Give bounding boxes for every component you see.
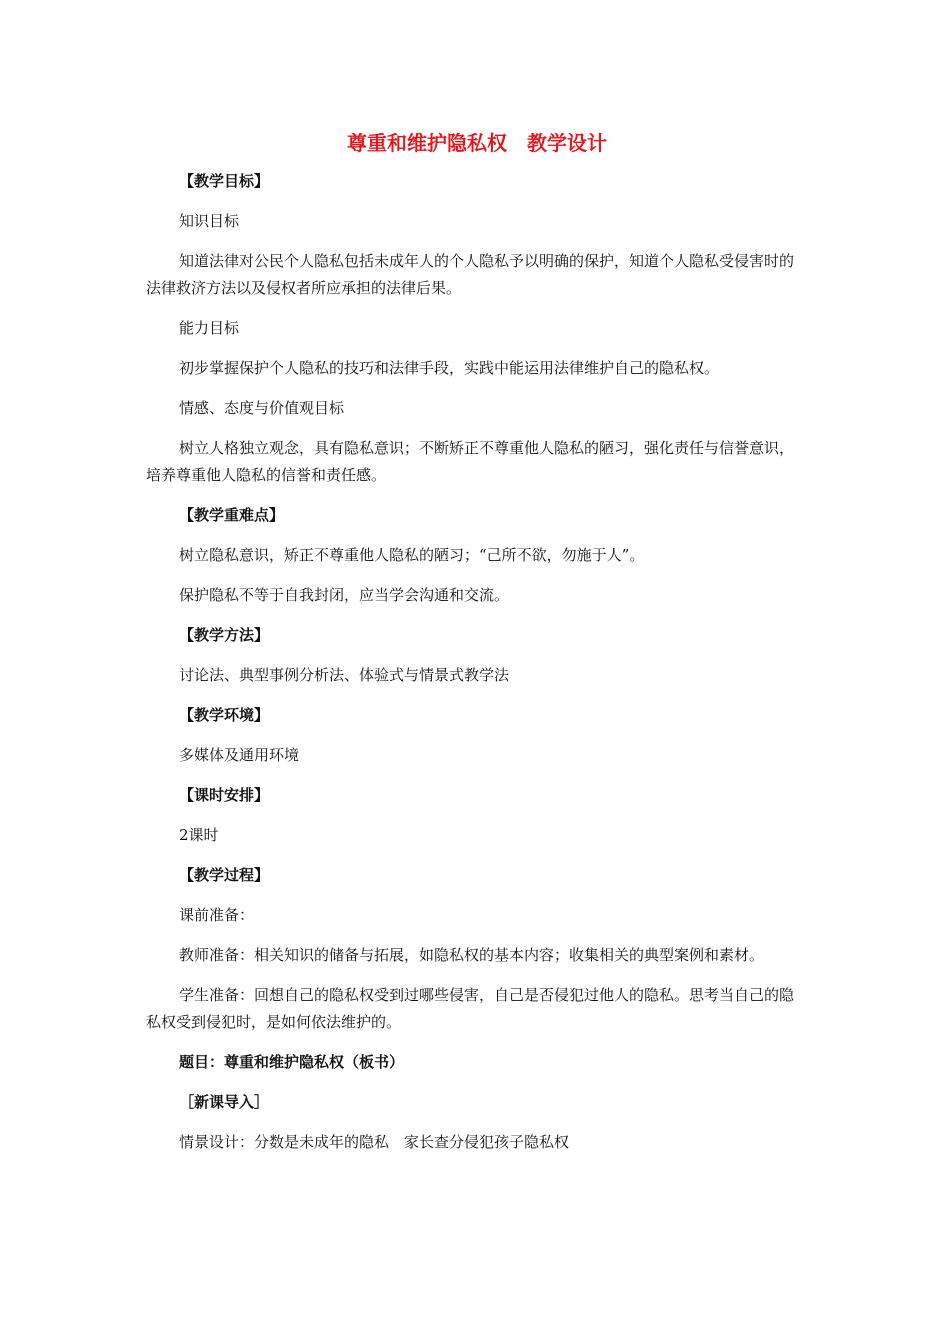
ability-goal-text: 初步掌握保护个人隐私的技巧和法律手段，实践中能运用法律维护自己的隐私权。 xyxy=(179,359,720,377)
knowledge-goal-label: 知识目标 xyxy=(179,212,240,230)
intro-heading: ［新课导入］ xyxy=(179,1093,270,1111)
goals-heading: 【教学目标】 xyxy=(179,172,270,190)
environment-heading: 【教学环境】 xyxy=(179,706,270,724)
student-preparation: 学生准备：回想自己的隐私权受到过哪些侵害，自己是否侵犯过他人的隐私。思考当自己的隐私权受到侵犯时，是如何依法维护的。 xyxy=(146,986,795,1031)
schedule-heading: 【课时安排】 xyxy=(179,786,270,804)
scenario-text: 情景设计：分数是未成年的隐私 家长查分侵犯孩子隐私权 xyxy=(179,1133,570,1151)
emotion-goal-label: 情感、态度与价值观目标 xyxy=(179,399,345,417)
key-point-2: 保护隐私不等于自我封闭，应当学会沟通和交流。 xyxy=(179,586,510,604)
key-points-heading: 【教学重难点】 xyxy=(179,506,285,524)
method-text: 讨论法、典型事例分析法、体验式与情景式教学法 xyxy=(179,666,510,684)
key-point-1: 树立隐私意识，矫正不尊重他人隐私的陋习；“己所不欲，勿施于人”。 xyxy=(179,546,645,564)
teacher-preparation: 教师准备：相关知识的储备与拓展，如隐私权的基本内容；收集相关的典型案例和素材。 xyxy=(179,946,765,964)
ability-goal-label: 能力目标 xyxy=(179,319,240,337)
emotion-goal-text: 树立人格独立观念，具有隐私意识；不断矫正不尊重他人隐私的陋习，强化责任与信誉意识，培养尊重他人隐私的信誉和责任感。 xyxy=(146,439,795,484)
document-page xyxy=(146,128,808,1156)
preparation-label: 课前准备： xyxy=(179,906,255,924)
knowledge-goal-text: 知道法律对公民个人隐私包括未成年人的个人隐私予以明确的保护，知道个人隐私受侵害时的法律救济方法以及侵权者所应承担的法律后果。 xyxy=(146,252,795,297)
document-title: 尊重和维护隐私权 教学设计 xyxy=(347,131,607,155)
process-heading: 【教学过程】 xyxy=(179,866,270,884)
method-heading: 【教学方法】 xyxy=(179,626,270,644)
environment-text: 多媒体及通用环境 xyxy=(179,746,300,764)
lesson-topic: 题目：尊重和维护隐私权（板书） xyxy=(179,1053,405,1071)
schedule-text: 2课时 xyxy=(179,826,219,844)
